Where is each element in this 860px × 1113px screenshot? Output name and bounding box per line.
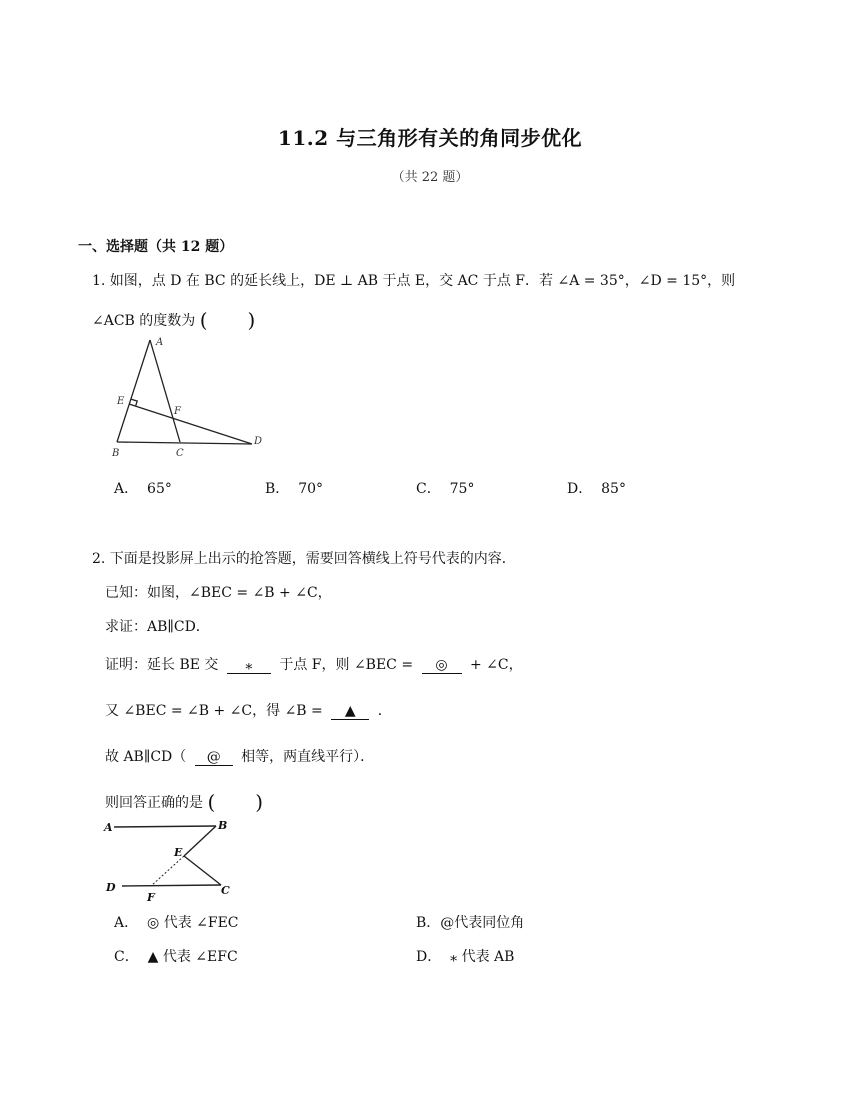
q2-answer-paren: ( ) <box>207 790 264 814</box>
option-text: ⁎ 代表 AB <box>450 949 515 965</box>
q2-label-d: D <box>106 881 116 894</box>
q2-label-c: C <box>221 884 230 897</box>
q2-segment-ab <box>114 826 216 827</box>
q1-segment-bd <box>117 442 252 444</box>
q2-segment-dc <box>122 885 221 886</box>
page-title: 11.2 与三角形有关的角同步优化 <box>277 126 583 150</box>
option-label: A． <box>114 915 139 931</box>
q2-option-d[interactable] <box>416 946 514 966</box>
q1-option-c[interactable] <box>416 478 474 498</box>
q2-option-b[interactable] <box>416 912 524 932</box>
option-text: ◎ 代表 ∠FEC <box>147 915 239 931</box>
q2-proof-line3 <box>105 746 374 766</box>
option-label: C． <box>114 949 139 965</box>
option-text: @代表同位角 <box>440 915 525 931</box>
q1-label-a: A <box>156 337 164 348</box>
option-label: C． <box>416 481 441 497</box>
q1-stem-line1: 1. 如图，点 D 在 BC 的延长线上，DE ⊥ AB 于点 E，交 AC 于点 F．若 ∠A = 35°，∠D = 15°，则 <box>92 273 736 289</box>
q2-prove: 求证：AB∥CD． <box>105 619 210 635</box>
option-text: 65° <box>147 481 172 497</box>
q2-proof-line1 <box>105 654 523 674</box>
proof-text: 故 AB∥CD（ <box>105 749 187 765</box>
q1-answer-paren: ( ) <box>199 308 256 332</box>
option-label: A． <box>114 481 139 497</box>
q1-stem-text: ∠ACB 的度数为 <box>92 313 196 329</box>
blank-asterisk: ⁎ <box>227 657 271 674</box>
option-label: B． <box>416 915 441 931</box>
q1-option-d[interactable] <box>567 478 626 498</box>
proof-text: 于点 F，则 ∠BEC = <box>279 657 414 673</box>
q2-label-f: F <box>147 891 155 904</box>
q1-label-e: E <box>117 396 125 407</box>
q2-option-a[interactable] <box>114 912 239 932</box>
option-text: 70° <box>298 481 324 497</box>
q1-option-b[interactable] <box>265 478 323 498</box>
q2-label-b: B <box>218 819 228 832</box>
option-text: 75° <box>449 481 475 497</box>
q1-figure <box>108 334 268 462</box>
q2-figure <box>102 815 242 905</box>
page-subtitle: （共 22 题） <box>391 170 469 185</box>
q1-label-c: C <box>176 448 184 459</box>
q2-option-c[interactable] <box>114 946 238 966</box>
option-text: 85° <box>601 481 626 497</box>
blank-circle: ◎ <box>422 657 462 674</box>
proof-text: ． <box>377 703 392 719</box>
q2-stem: 2. 下面是投影屏上出示的抢答题，需要回答横线上符号代表的内容． <box>92 551 516 567</box>
q2-segment-be <box>184 826 216 856</box>
q2-ask-line <box>105 786 263 815</box>
option-label: D． <box>567 481 593 497</box>
blank-triangle: ▲ <box>331 703 369 720</box>
q2-segment-ef-dashed <box>151 856 184 886</box>
q1-stem-line2 <box>92 304 255 333</box>
q2-segment-ec <box>184 856 221 885</box>
q1-label-b: B <box>112 448 120 459</box>
q1-segment-ac <box>150 340 180 442</box>
option-label: D． <box>416 949 442 965</box>
q1-option-a[interactable] <box>114 478 172 498</box>
q2-label-e: E <box>174 846 183 859</box>
proof-text: + ∠C， <box>469 657 523 673</box>
q1-label-d: D <box>254 436 263 447</box>
proof-text: 证明：延长 BE 交 <box>105 657 219 673</box>
option-label: B． <box>265 481 290 497</box>
q2-ask-text: 则回答正确的是 <box>105 795 203 811</box>
q2-known: 已知：如图，∠BEC = ∠B + ∠C， <box>105 585 332 601</box>
q1-segment-ab <box>117 340 150 442</box>
proof-text: 又 ∠BEC = ∠B + ∠C，得 ∠B = <box>105 703 323 719</box>
q1-segment-ed <box>129 404 252 444</box>
q2-label-a: A <box>104 821 113 834</box>
proof-text: 相等，两直线平行）． <box>241 749 375 765</box>
option-text: ▲ 代表 ∠EFC <box>147 949 238 965</box>
blank-at: @ <box>195 749 233 766</box>
q2-proof-line2 <box>105 700 392 720</box>
section-heading: 一、选择题（共 12 题） <box>78 239 234 255</box>
q1-label-f: F <box>174 406 181 417</box>
